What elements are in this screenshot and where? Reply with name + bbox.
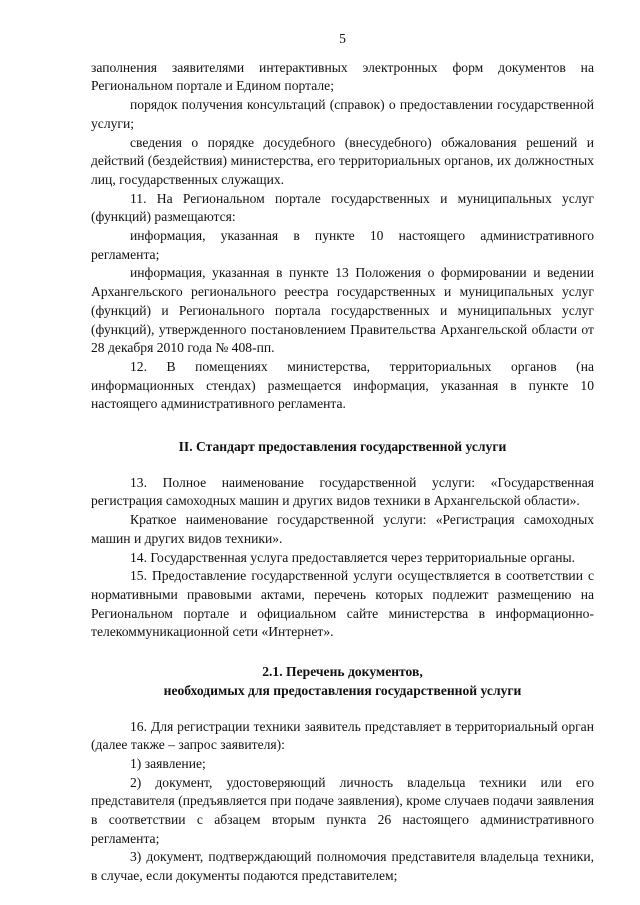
paragraph: порядок получения консультаций (справок) о предоставлении государственной услуги; [91,97,594,131]
page-number: 5 [339,31,346,46]
paragraph: сведения о порядке досудебного (внесудебного) обжалования решений и действий (бездействия) министерства, его территориальных органов, их должностных лиц, государственных служащих. [91,134,594,187]
paragraph: 3) документ, подтверждающий полномочия представителя владельца техники, в случае, если документы подаются представителем; [91,849,594,884]
paragraph: 14. Государственная услуга предоставляется через территориальные органы. [130,549,576,565]
paragraph: 15. Предоставление государственной услуги осуществляется в соответствии с нормативными правовыми актами, перечень которых подлежит размещению на Региональном портале и официальном сайте министерства в информационно-телекоммуникационной сети «Интернет». [91,568,594,640]
section-heading: II. Стандарт предоставления государственной услуги [178,439,507,455]
documents-block [91,718,594,886]
paragraph: 1) заявление; [130,755,206,771]
paragraph: 2) документ, удостоверяющий личность владельца техники или его представителя (предъявляется при подаче заявления), кроме случаев подачи заявления в соответствии с абзацем вторым пункта 26 настоящего административного регламента; [91,774,594,846]
paragraph: информация, указанная в пункте 10 настоящего административного регламента; [91,228,594,262]
paragraph: 12. В помещениях министерства, территориальных органов (на информационных стендах) размещается информация, указанная в пункте 10 настоящего административного регламента. [91,358,594,412]
paragraph: 13. Полное наименование государственной услуги: «Государственная регистрация самоходных машин и других видов техники в Архангельской области». [91,474,594,509]
paragraph: Краткое наименование государственной услуги: «Регистрация самоходных машин и других видов техники». [91,512,594,546]
subsection-heading-line2: необходимых для предоставления государственной услуги [163,682,522,698]
standard-block [91,474,594,642]
paragraph: 11. На Региональном портале государственных и муниципальных услуг (функций) размещаются: [91,190,594,225]
intro-block [91,59,594,414]
subsection-heading-line1: 2.1. Перечень документов, [262,664,423,680]
document-page [91,30,594,886]
paragraph: 16. Для регистрации техники заявитель представляет в территориальный орган (далее также – запрос заявителя): [91,718,594,753]
paragraph: заполнения заявителями интерактивных электронных форм документов на Региональном портале и Едином портале; [91,59,594,94]
paragraph: информация, указанная в пункте 13 Положения о формировании и ведении Архангельского регионального реестра государственных и муниципальных услуг (функций) и Регионального портала государственных и муниципальных услуг (функций), утвержденного постановлением Правительства Архангельской области от 28 декабря 2010 года № 408-пп. [91,265,594,356]
